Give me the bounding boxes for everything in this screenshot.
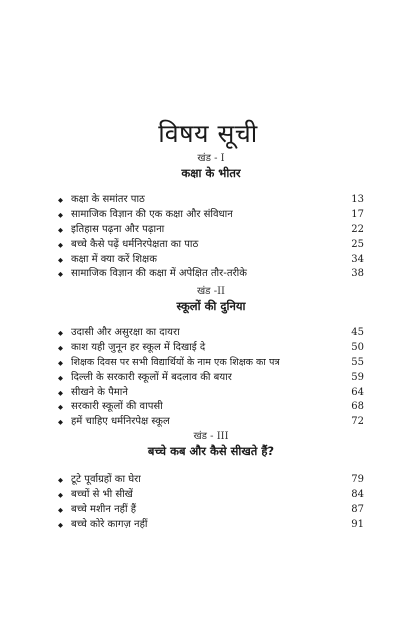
- toc-entry[interactable]: [58, 371, 364, 386]
- toc-entry[interactable]: [58, 208, 364, 223]
- part-3-toc: [58, 473, 364, 533]
- toc-entry[interactable]: [58, 386, 364, 401]
- toc-entry-page: 87: [351, 503, 364, 515]
- bullet-icon: ◆: [58, 196, 63, 204]
- toc-entry[interactable]: [58, 238, 364, 253]
- toc-entry-page: 59: [351, 371, 364, 383]
- toc-entry-title: सीखने के पैमाने: [71, 386, 128, 398]
- toc-entry-page: 13: [351, 194, 364, 205]
- toc-entry-page: 38: [351, 268, 364, 280]
- toc-entry-page: 72: [351, 416, 364, 428]
- toc-entry-page: 84: [351, 488, 364, 500]
- toc-entry[interactable]: [58, 488, 364, 503]
- bullet-icon: ◆: [58, 476, 63, 484]
- toc-entry[interactable]: [58, 356, 364, 371]
- part-1-toc: [58, 193, 364, 282]
- bullet-icon: ◆: [58, 388, 63, 397]
- toc-entry[interactable]: [58, 518, 364, 533]
- toc-entry[interactable]: [58, 253, 364, 268]
- toc-entry-title: काश यही जुनून हर स्कूल में दिखाई दे: [71, 341, 206, 353]
- part-3-section: [58, 430, 364, 533]
- toc-entry-title: इतिहास पढ़ना और पढ़ाना: [71, 223, 165, 235]
- bullet-icon: ◆: [58, 225, 63, 234]
- bullet-icon: ◆: [58, 343, 63, 352]
- toc-entry[interactable]: [58, 193, 364, 208]
- part-1-section: [58, 152, 364, 282]
- toc-entry[interactable]: [58, 267, 364, 282]
- toc-entry[interactable]: [58, 503, 364, 518]
- toc-entry-title: शिक्षक दिवस पर सभी विद्यार्थियों के नाम एक शिक्षक का पत्र: [71, 356, 280, 368]
- toc-entry-page: 22: [351, 223, 364, 235]
- bullet-icon: ◆: [58, 358, 63, 367]
- toc-entry-page: 64: [351, 386, 364, 398]
- toc-entry-title: उदासी और असुरक्षा का दायरा: [71, 327, 180, 338]
- bullet-icon: ◆: [58, 373, 63, 382]
- toc-entry[interactable]: [58, 415, 364, 430]
- toc-entry-page: 79: [351, 474, 364, 485]
- toc-entry-page: 55: [351, 356, 364, 368]
- bullet-icon: ◆: [58, 255, 63, 264]
- bullet-icon: ◆: [58, 490, 63, 499]
- toc-entry[interactable]: [58, 341, 364, 356]
- part-3-label: खंड - III: [193, 431, 229, 442]
- bullet-icon: ◆: [58, 418, 63, 427]
- toc-entry-title: सामाजिक विज्ञान की कक्षा में अपेक्षित तौर-तरीके: [71, 268, 247, 280]
- toc-entry[interactable]: [58, 473, 364, 488]
- toc-entry-title: बच्चे कोरे कागज़ नहीं: [71, 518, 148, 530]
- toc-entry-page: 34: [351, 253, 364, 265]
- toc-entry-page: 91: [351, 518, 364, 530]
- toc-entry-page: 50: [351, 341, 364, 353]
- part-2-heading: स्कूलों की दुनिया: [176, 299, 246, 313]
- page-title: विषय सूची: [158, 119, 258, 148]
- bullet-icon: ◆: [58, 329, 63, 337]
- toc-entry-title: हमें चाहिए धर्मनिरपेक्ष स्कूल: [71, 416, 170, 428]
- bullet-icon: ◆: [58, 270, 63, 279]
- bullet-icon: ◆: [58, 520, 63, 529]
- bullet-icon: ◆: [58, 403, 63, 412]
- part-1-label: खंड - I: [197, 153, 225, 164]
- toc-entry-title: टूटे पूर्वाग्रहों का घेरा: [71, 474, 141, 485]
- toc-entry[interactable]: [58, 400, 364, 415]
- bullet-icon: ◆: [58, 505, 63, 514]
- toc-entry-page: 45: [351, 327, 364, 338]
- part-2-toc: [58, 326, 364, 430]
- toc-entry-page: 25: [351, 238, 364, 250]
- bullet-icon: ◆: [58, 210, 63, 219]
- toc-entry-title: बच्चों से भी सीखें: [71, 488, 133, 500]
- toc-entry-title: कक्षा में क्या करें शिक्षक: [71, 253, 157, 265]
- bullet-icon: ◆: [58, 240, 63, 249]
- toc-entry-page: 17: [351, 208, 364, 220]
- part-2-label: खंड -II: [197, 286, 225, 297]
- toc-entry-title: सरकारी स्कूलों की वापसी: [71, 401, 163, 413]
- toc-entry-title: बच्चे कैसे पढ़ें धर्मनिरपेक्षता का पाठ: [71, 238, 199, 250]
- part-1-heading: कक्षा के भीतर: [181, 166, 241, 180]
- part-3-heading: बच्चे कब और कैसे सीखते हैं?: [147, 444, 275, 458]
- toc-entry-title: बच्चे मशीन नहीं हैं: [71, 503, 137, 515]
- toc-entry[interactable]: [58, 326, 364, 341]
- part-2-section: [58, 285, 364, 430]
- toc-entry-page: 68: [351, 401, 364, 413]
- toc-entry-title: दिल्ली के सरकारी स्कूलों में बदलाव की बयार: [71, 371, 232, 383]
- toc-entry-title: सामाजिक विज्ञान की एक कक्षा और संविधान: [71, 208, 233, 220]
- toc-entry-title: कक्षा के समांतर पाठ: [71, 194, 145, 205]
- toc-entry[interactable]: [58, 223, 364, 238]
